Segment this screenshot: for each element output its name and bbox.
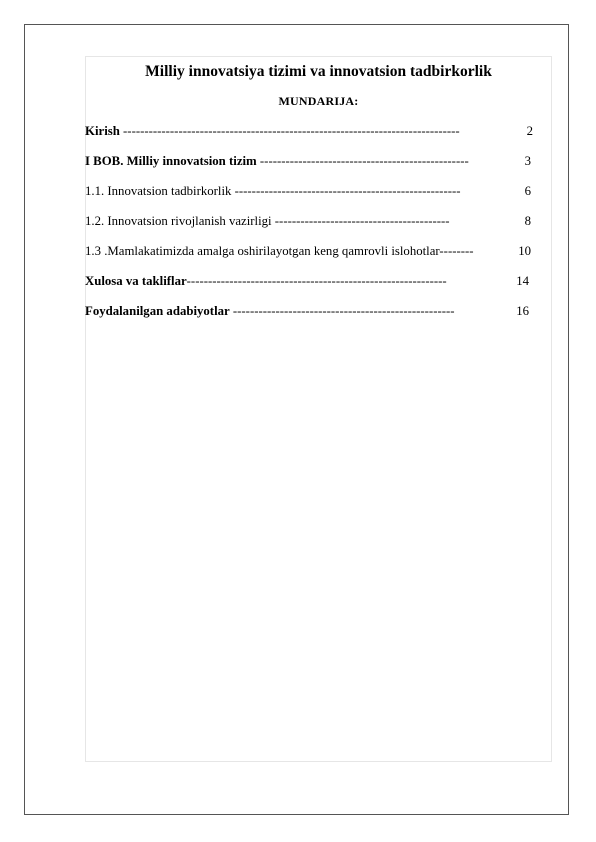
toc-entry-kirish [85, 123, 535, 153]
toc-entry-leader: ------------------------------------------------------------- [186, 274, 447, 288]
toc-heading: MUNDARIJA: [278, 94, 359, 108]
toc-entry-page: 3 [524, 154, 531, 168]
toc-entry-label: Xulosa va takliflar [85, 274, 187, 288]
toc-entry-page: 2 [526, 124, 533, 138]
toc-entry-leader: ----------------------------------------------------- [231, 184, 461, 198]
document-title: Milliy innovatsiya tizimi va innovatsion tadbirkorlik [145, 63, 492, 80]
toc-entry-conclusion [85, 273, 535, 303]
toc-entry-page: 6 [524, 184, 531, 198]
toc-entry-references [85, 303, 535, 333]
toc-entry-page: 16 [516, 304, 529, 318]
toc-entry-page: 14 [516, 274, 529, 288]
toc-entry-label: 1.2. Innovatsion rivojlanish vazirligi [85, 214, 272, 228]
toc-entry-page: 8 [524, 214, 531, 228]
toc-entry-label: 1.3 .Mamlakatimizda amalga oshirilayotgan keng qamrovli islohotlar [85, 244, 440, 258]
toc-entry-leader: ---------------------------------------------------- [229, 304, 455, 318]
toc-entry-leader: ------------------------------------------------- [256, 154, 469, 168]
toc-entry-label: Foydalanilgan adabiyotlar [85, 304, 230, 318]
toc-entry-label: 1.1. Innovatsion tadbirkorlik [85, 184, 232, 198]
toc-entry-section-1-2 [85, 213, 535, 243]
toc-entry-leader: ----------------------------------------- [271, 214, 450, 228]
toc-entry-leader: -------- [439, 244, 474, 258]
toc-entry-label: I BOB. Milliy innovatsion tizim [85, 154, 257, 168]
toc-entry-label: Kirish [85, 124, 120, 138]
toc-entry-section-1-1 [85, 183, 535, 213]
toc-entry-leader: ------------------------------------------------------------------------------- [119, 124, 460, 138]
toc-entry-chapter-1 [85, 153, 535, 183]
toc-entry-page: 10 [518, 244, 531, 258]
table-of-contents [85, 123, 535, 333]
toc-entry-section-1-3 [85, 243, 535, 273]
